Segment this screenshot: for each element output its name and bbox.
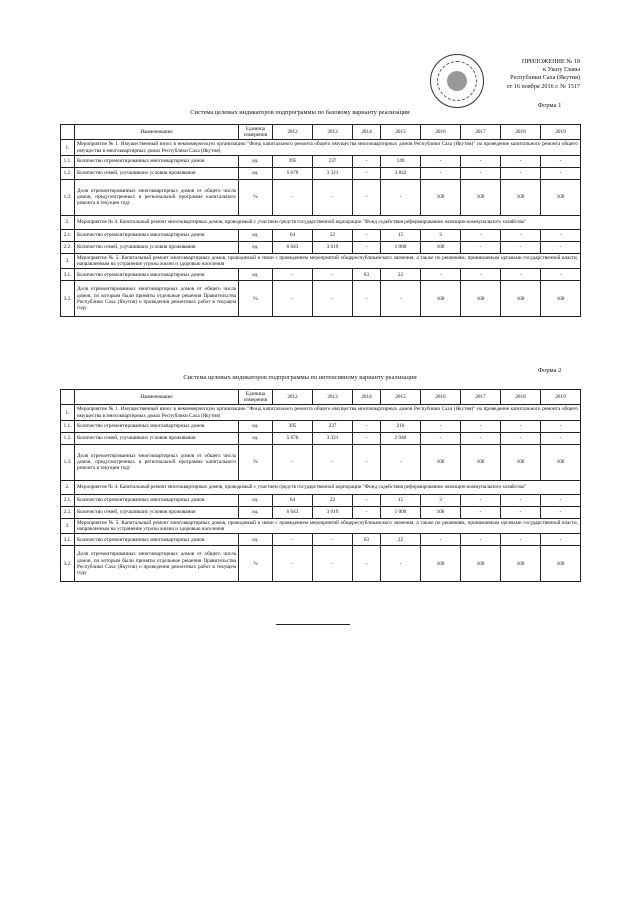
value-cell: 100 (421, 281, 461, 317)
table-row (61, 281, 581, 317)
value-cell: 100 (541, 546, 581, 582)
table-row (61, 167, 581, 179)
value-cell: 100 (541, 179, 581, 215)
row-number: 2.2. (61, 241, 75, 253)
value-cell: - (541, 269, 581, 281)
header-row (61, 125, 581, 140)
value-cell: - (541, 155, 581, 167)
column-header: Наименование (75, 125, 239, 140)
value-cell: 1 000 (381, 241, 421, 253)
column-header: 2012 (273, 390, 313, 405)
value-cell: 100 (501, 281, 541, 317)
unit-cell: % (239, 179, 273, 215)
value-cell: - (461, 506, 501, 518)
value-cell: 15 (381, 229, 421, 241)
value-cell: - (461, 241, 501, 253)
group-description: Мероприятие № 1. Имущественный взнос в некоммерческую организацию "Фонд капитального ремонта общего имущества многоквартирных домов Республики Саха (Якутия)" на проведение капитального ремонта общего имущества в многоквартирных домах Республики Саха (Якутия) (75, 140, 581, 155)
row-number: 2. (61, 480, 75, 494)
indicator-name: Количество отремонтированных многоквартирных домов (75, 494, 239, 506)
value-cell: - (421, 432, 461, 444)
row-number: 2. (61, 215, 75, 229)
value-cell: 6 643 (273, 506, 313, 518)
indicator-name: Количество отремонтированных многоквартирных домов (75, 269, 239, 281)
appendix-line: от 16 ноября 2016 г. № 1517 (506, 82, 580, 90)
value-cell: 3 619 (313, 241, 353, 253)
value-cell: - (421, 420, 461, 432)
value-cell: 5 670 (273, 432, 313, 444)
value-cell: 22 (313, 229, 353, 241)
form-1-table (60, 124, 581, 317)
value-cell: - (353, 546, 381, 582)
value-cell: 237 (313, 155, 353, 167)
value-cell: - (273, 546, 313, 582)
value-cell: - (313, 281, 353, 317)
column-header: 2016 (421, 125, 461, 140)
column-header (61, 125, 75, 140)
appendix-line: Республики Саха (Якутия) (510, 74, 580, 82)
column-header: 2018 (501, 390, 541, 405)
value-cell: - (501, 534, 541, 546)
value-cell: - (461, 155, 501, 167)
value-cell: 100 (501, 179, 541, 215)
form-1-label: Форма 1 (538, 102, 562, 109)
unit-cell: ед. (239, 167, 273, 179)
row-number: 3. (61, 253, 75, 268)
column-header: Наименование (75, 390, 239, 405)
value-cell: - (353, 281, 381, 317)
unit-cell: ед. (239, 432, 273, 444)
table-row (61, 546, 581, 582)
row-number: 3.1. (61, 269, 75, 281)
table-row (61, 229, 581, 241)
column-header: 2015 (381, 125, 421, 140)
indicator-name: Количество отремонтированных многоквартирных домов (75, 155, 239, 167)
column-header: Единица измерения (239, 390, 273, 405)
value-cell: - (541, 506, 581, 518)
value-cell: - (273, 179, 313, 215)
group-description: Мероприятие № 5. Капитальный ремонт многоквартирных домов, проводимый в связи с проведением мероприятий общереспубликанского значения, а также по решениям, принимаемым органами государственной власти, направленным на устранение угрозы жизни и здоровью населения (75, 253, 581, 268)
value-cell: - (421, 167, 461, 179)
table-row (61, 241, 581, 253)
row-number: 1.2. (61, 432, 75, 444)
column-header: 2016 (421, 390, 461, 405)
unit-cell: ед. (239, 155, 273, 167)
indicator-name: Количество семей, улучшивших условия проживания (75, 506, 239, 518)
value-cell: - (313, 269, 353, 281)
indicator-name: Количество отремонтированных многоквартирных домов (75, 534, 239, 546)
unit-cell: ед. (239, 269, 273, 281)
row-number: 3.1. (61, 534, 75, 546)
value-cell: - (353, 444, 381, 480)
row-number: 1.3. (61, 444, 75, 480)
value-cell: - (353, 179, 381, 215)
value-cell: - (421, 534, 461, 546)
value-cell: - (381, 281, 421, 317)
value-cell: 100 (501, 444, 541, 480)
header-row (61, 390, 581, 405)
value-cell: - (501, 432, 541, 444)
column-header: Единица измерения (239, 125, 273, 140)
group-row (61, 405, 581, 420)
value-cell: 64 (273, 229, 313, 241)
indicator-name: Количество семей, улучшивших условия проживания (75, 167, 239, 179)
group-description: Мероприятие № 5. Капитальный ремонт многоквартирных домов, проводимый в связи с проведением мероприятий общереспубликанского значения, а также по решениям, принимаемым органами государственной власти, направленным на устранение угрозы жизни и здоровью населения (75, 518, 581, 533)
value-cell: 100 (461, 179, 501, 215)
value-cell: - (501, 167, 541, 179)
value-cell: 237 (313, 420, 353, 432)
value-cell: - (421, 269, 461, 281)
value-cell: - (501, 506, 541, 518)
table-row (61, 494, 581, 506)
value-cell: - (353, 420, 381, 432)
table-row (61, 506, 581, 518)
value-cell: - (381, 546, 421, 582)
indicator-name: Количество отремонтированных многоквартирных домов (75, 229, 239, 241)
row-number: 3. (61, 518, 75, 533)
value-cell: - (461, 534, 501, 546)
value-cell: 64 (273, 494, 313, 506)
row-number: 2.2. (61, 506, 75, 518)
value-cell: - (461, 420, 501, 432)
value-cell: - (501, 494, 541, 506)
value-cell: 3 (421, 229, 461, 241)
group-row (61, 480, 581, 494)
row-number: 2.1. (61, 494, 75, 506)
group-row (61, 140, 581, 155)
group-description: Мероприятие № 4. Капитальный ремонт многоквартирных домов, проводимый с участием средств государственной корпорации "Фонд содействия реформированию жилищно-коммунального хозяйства" (75, 215, 581, 229)
value-cell: 100 (541, 444, 581, 480)
value-cell: - (541, 494, 581, 506)
value-cell: 3 (421, 494, 461, 506)
column-header: 2017 (461, 390, 501, 405)
value-cell: 149 (381, 155, 421, 167)
value-cell: - (313, 444, 353, 480)
value-cell: - (313, 546, 353, 582)
value-cell: 395 (273, 155, 313, 167)
value-cell: 63 (353, 534, 381, 546)
column-header: 2019 (541, 125, 581, 140)
value-cell: - (541, 229, 581, 241)
value-cell: - (313, 179, 353, 215)
value-cell: - (381, 444, 421, 480)
indicator-name: Количество отремонтированных многоквартирных домов (75, 420, 239, 432)
column-header: 2013 (313, 390, 353, 405)
table-row (61, 420, 581, 432)
value-cell: 3 321 (313, 432, 353, 444)
value-cell: 100 (501, 546, 541, 582)
unit-cell: % (239, 546, 273, 582)
value-cell: 100 (421, 179, 461, 215)
value-cell: - (353, 494, 381, 506)
form-2-table (60, 389, 581, 582)
value-cell: - (273, 269, 313, 281)
value-cell: - (421, 155, 461, 167)
column-header (61, 390, 75, 405)
table-row (61, 179, 581, 215)
value-cell: 210 (381, 420, 421, 432)
table-row (61, 444, 581, 480)
value-cell: - (501, 241, 541, 253)
value-cell: - (501, 155, 541, 167)
value-cell: 6 643 (273, 241, 313, 253)
value-cell: 22 (313, 494, 353, 506)
value-cell: 2 940 (381, 432, 421, 444)
value-cell: 100 (421, 546, 461, 582)
value-cell: - (541, 241, 581, 253)
column-header: 2014 (353, 125, 381, 140)
value-cell: - (273, 534, 313, 546)
column-header: 2014 (353, 390, 381, 405)
row-number: 1.3. (61, 179, 75, 215)
column-header: 2017 (461, 125, 501, 140)
value-cell: - (461, 269, 501, 281)
group-row (61, 215, 581, 229)
column-header: 2013 (313, 125, 353, 140)
column-header: 2019 (541, 390, 581, 405)
value-cell: 395 (273, 420, 313, 432)
value-cell: - (353, 432, 381, 444)
table-row (61, 269, 581, 281)
value-cell: 5 670 (273, 167, 313, 179)
table-row (61, 534, 581, 546)
value-cell: 22 (381, 534, 421, 546)
value-cell: 3 321 (313, 167, 353, 179)
unit-cell: ед. (239, 229, 273, 241)
value-cell: - (461, 167, 501, 179)
appendix-header (470, 58, 580, 91)
value-cell: - (381, 179, 421, 215)
value-cell: 22 (381, 269, 421, 281)
unit-cell: ед. (239, 241, 273, 253)
unit-cell: ед. (239, 534, 273, 546)
value-cell: - (461, 229, 501, 241)
appendix-line: к Указу Главы (542, 66, 580, 74)
form-1-title: Система целевых индикаторов подпрограммы по базовому варианту реализации (190, 109, 410, 116)
group-description: Мероприятие № 1. Имущественный взнос в некоммерческую организацию "Фонд капитального ремонта общего имущества многоквартирных домов Республики Саха (Якутия)" на проведение капитального ремонта общего имущества в многоквартирных домах Республики Саха (Якутия) (75, 405, 581, 420)
column-header: 2018 (501, 125, 541, 140)
value-cell: - (541, 432, 581, 444)
value-cell: - (353, 155, 381, 167)
value-cell: - (353, 241, 381, 253)
value-cell: 3 842 (381, 167, 421, 179)
row-number: 1.1. (61, 155, 75, 167)
table-row (61, 155, 581, 167)
value-cell: 100 (421, 506, 461, 518)
value-cell: - (461, 494, 501, 506)
value-cell: - (541, 420, 581, 432)
row-number: 1.1. (61, 420, 75, 432)
form-2-title: Система целевых индикаторов подпрограммы по интенсивному варианту реализации (183, 374, 417, 381)
value-cell: 63 (353, 269, 381, 281)
unit-cell: % (239, 281, 273, 317)
table-row (61, 432, 581, 444)
unit-cell: ед. (239, 420, 273, 432)
value-cell: - (501, 269, 541, 281)
value-cell: - (273, 444, 313, 480)
closing-rule (276, 624, 350, 625)
group-description: Мероприятие № 4. Капитальный ремонт многоквартирных домов, проводимый с участием средств государственной корпорации "Фонд содействия реформированию жилищно-коммунального хозяйства" (75, 480, 581, 494)
value-cell: - (353, 229, 381, 241)
value-cell: 100 (421, 241, 461, 253)
row-number: 3.2. (61, 281, 75, 317)
column-header: 2015 (381, 390, 421, 405)
indicator-name: Доля отремонтированных многоквартирных домов от общего числа домов, предусмотренных в региональной программе капитального ремонта в текущем году (75, 444, 239, 480)
value-cell: 15 (381, 494, 421, 506)
indicator-name: Количество семей, улучшивших условия проживания (75, 241, 239, 253)
value-cell: - (313, 534, 353, 546)
indicator-name: Количество семей, улучшивших условия проживания (75, 432, 239, 444)
unit-cell: ед. (239, 506, 273, 518)
row-number: 1. (61, 405, 75, 420)
unit-cell: ед. (239, 494, 273, 506)
row-number: 1. (61, 140, 75, 155)
row-number: 3.2. (61, 546, 75, 582)
value-cell: - (541, 534, 581, 546)
value-cell: 100 (421, 444, 461, 480)
form-2-label: Форма 2 (538, 367, 562, 374)
row-number: 2.1. (61, 229, 75, 241)
value-cell: - (273, 281, 313, 317)
indicator-name: Доля отремонтированных многоквартирных домов от общего числа домов, по которым были приняты отдельные решения Правительства Республики Саха (Якутия) о проведении ремонтных работ в текущем году (75, 546, 239, 582)
value-cell: - (501, 229, 541, 241)
value-cell: - (353, 506, 381, 518)
group-row (61, 253, 581, 268)
group-row (61, 518, 581, 533)
value-cell: 1 000 (381, 506, 421, 518)
value-cell: 100 (461, 546, 501, 582)
value-cell: 100 (461, 281, 501, 317)
indicator-name: Доля отремонтированных многоквартирных домов от общего числа домов, по которым были приняты отдельные решения Правительства Республики Саха (Якутия) о проведении ремонтных работ в текущем году (75, 281, 239, 317)
unit-cell: % (239, 444, 273, 480)
value-cell: 3 619 (313, 506, 353, 518)
appendix-line: ПРИЛОЖЕНИЕ № 18 (521, 58, 580, 65)
value-cell: - (541, 167, 581, 179)
value-cell: 100 (461, 444, 501, 480)
column-header: 2012 (273, 125, 313, 140)
value-cell: - (501, 420, 541, 432)
value-cell: - (353, 167, 381, 179)
value-cell: 100 (541, 281, 581, 317)
value-cell: - (461, 432, 501, 444)
indicator-name: Доля отремонтированных многоквартирных домов от общего числа домов, предусмотренных в региональной программе капитального ремонта в текущем году (75, 179, 239, 215)
row-number: 1.2. (61, 167, 75, 179)
